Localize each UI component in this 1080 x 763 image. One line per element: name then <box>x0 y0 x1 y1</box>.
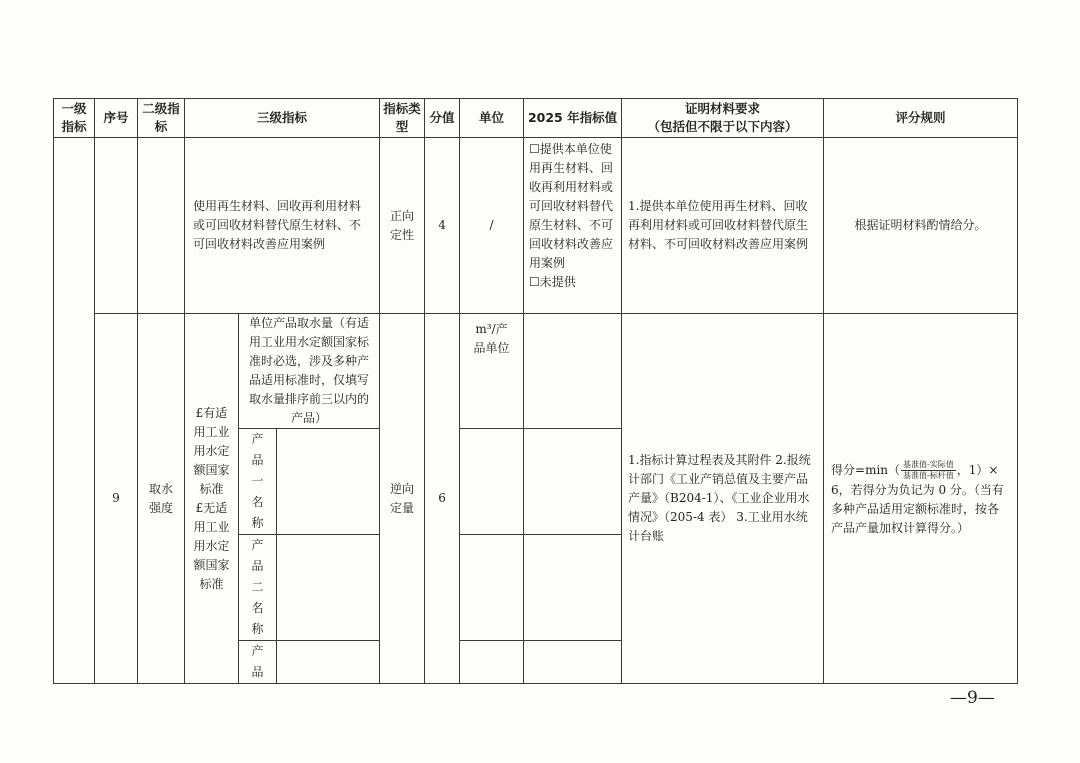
water-rule-fraction <box>901 460 956 481</box>
case-level2-cell <box>138 138 185 314</box>
product1-label-cell <box>239 429 277 535</box>
product2-value-cell[interactable] <box>277 535 380 641</box>
table-row-case <box>54 138 1018 314</box>
water-rule-numerator: 基准值-实际值 <box>903 459 954 469</box>
water-target-header <box>524 314 622 429</box>
header-type: 指标类型 <box>380 99 425 138</box>
water-rule-denominator: 基准值-标杆值 <box>903 470 954 480</box>
water-level2: 取水强度 <box>138 314 185 684</box>
product2-label: 产品二名称 <box>251 538 264 636</box>
water-level3-condition: £有适用工业用水定额国家标准 £无适用工业用水定额国家标准 <box>185 314 239 684</box>
level1-cell <box>54 138 95 684</box>
header-score: 分值 <box>425 99 460 138</box>
water-rule <box>824 314 1018 684</box>
product3-target-cell[interactable] <box>524 641 622 684</box>
product3-value-cell[interactable] <box>277 641 380 684</box>
case-target <box>524 138 622 314</box>
option-provide-checkbox[interactable]: ☐提供本单位使用再生材料、回收再利用材料或可回收材料替代原生材料、不可回收材料改善应用案例 <box>529 142 614 270</box>
water-type: 逆向定量 <box>380 314 425 684</box>
product1-unit-cell[interactable] <box>460 429 524 535</box>
water-rule-suffix: ，1）×6，若得分为负记为 0 分。（当有多种产品适用定额标准时，按各产品产量加权计算得分。） <box>831 462 1004 535</box>
header-evidence-line1: 证明材料要求 <box>685 101 761 116</box>
case-type: 正向定性 <box>380 138 425 314</box>
header-row <box>54 99 1018 138</box>
option-not-provide-checkbox[interactable]: ☐未提供 <box>529 275 576 289</box>
header-seq: 序号 <box>95 99 138 138</box>
product3-label-cell <box>239 641 277 684</box>
evaluation-table <box>53 98 1018 684</box>
water-unit-header: m³/产品单位 <box>460 314 524 429</box>
table-row-water-header <box>54 314 1018 429</box>
product3-unit-cell[interactable] <box>460 641 524 684</box>
header-target: 2025 年指标值 <box>524 99 622 138</box>
product2-target-cell[interactable] <box>524 535 622 641</box>
header-unit: 单位 <box>460 99 524 138</box>
case-seq-cell <box>95 138 138 314</box>
water-rule-prefix: 得分=min（ <box>831 462 901 477</box>
header-rule: 评分规则 <box>824 99 1018 138</box>
header-level1: 一级指标 <box>54 99 95 138</box>
product3-label: 产品 <box>251 644 264 679</box>
product1-label: 产品一名称 <box>251 432 264 530</box>
header-evidence <box>622 99 824 138</box>
case-evidence: 1.提供本单位使用再生材料、回收再利用材料或可回收材料替代原生材料、不可回收材料改善应用案例 <box>622 138 824 314</box>
product1-value-cell[interactable] <box>277 429 380 535</box>
header-evidence-line2: （包括但不限于以下内容） <box>647 119 798 134</box>
water-level3-header: 单位产品取水量（有适用工业用水定额国家标准时必选，涉及多种产品适用标准时，仅填写取水量排序前三以内的产品） <box>239 314 380 429</box>
case-score: 4 <box>425 138 460 314</box>
case-level3: 使用再生材料、回收再利用材料或可回收材料替代原生材料、不可回收材料改善应用案例 <box>185 138 380 314</box>
header-level3: 三级指标 <box>185 99 380 138</box>
page-number: —9— <box>950 688 995 708</box>
case-rule: 根据证明材料酌情给分。 <box>824 138 1018 314</box>
water-score: 6 <box>425 314 460 684</box>
water-evidence: 1.指标计算过程表及其附件 2.报统计部门《工业产销总值及主要产品产量》（B204-1）、《工业企业用水情况》（205-4 表） 3.工业用水统计台账 <box>622 314 824 684</box>
water-seq: 9 <box>95 314 138 684</box>
product2-label-cell <box>239 535 277 641</box>
product2-unit-cell[interactable] <box>460 535 524 641</box>
product1-target-cell[interactable] <box>524 429 622 535</box>
header-level2: 二级指标 <box>138 99 185 138</box>
case-unit: / <box>460 138 524 314</box>
